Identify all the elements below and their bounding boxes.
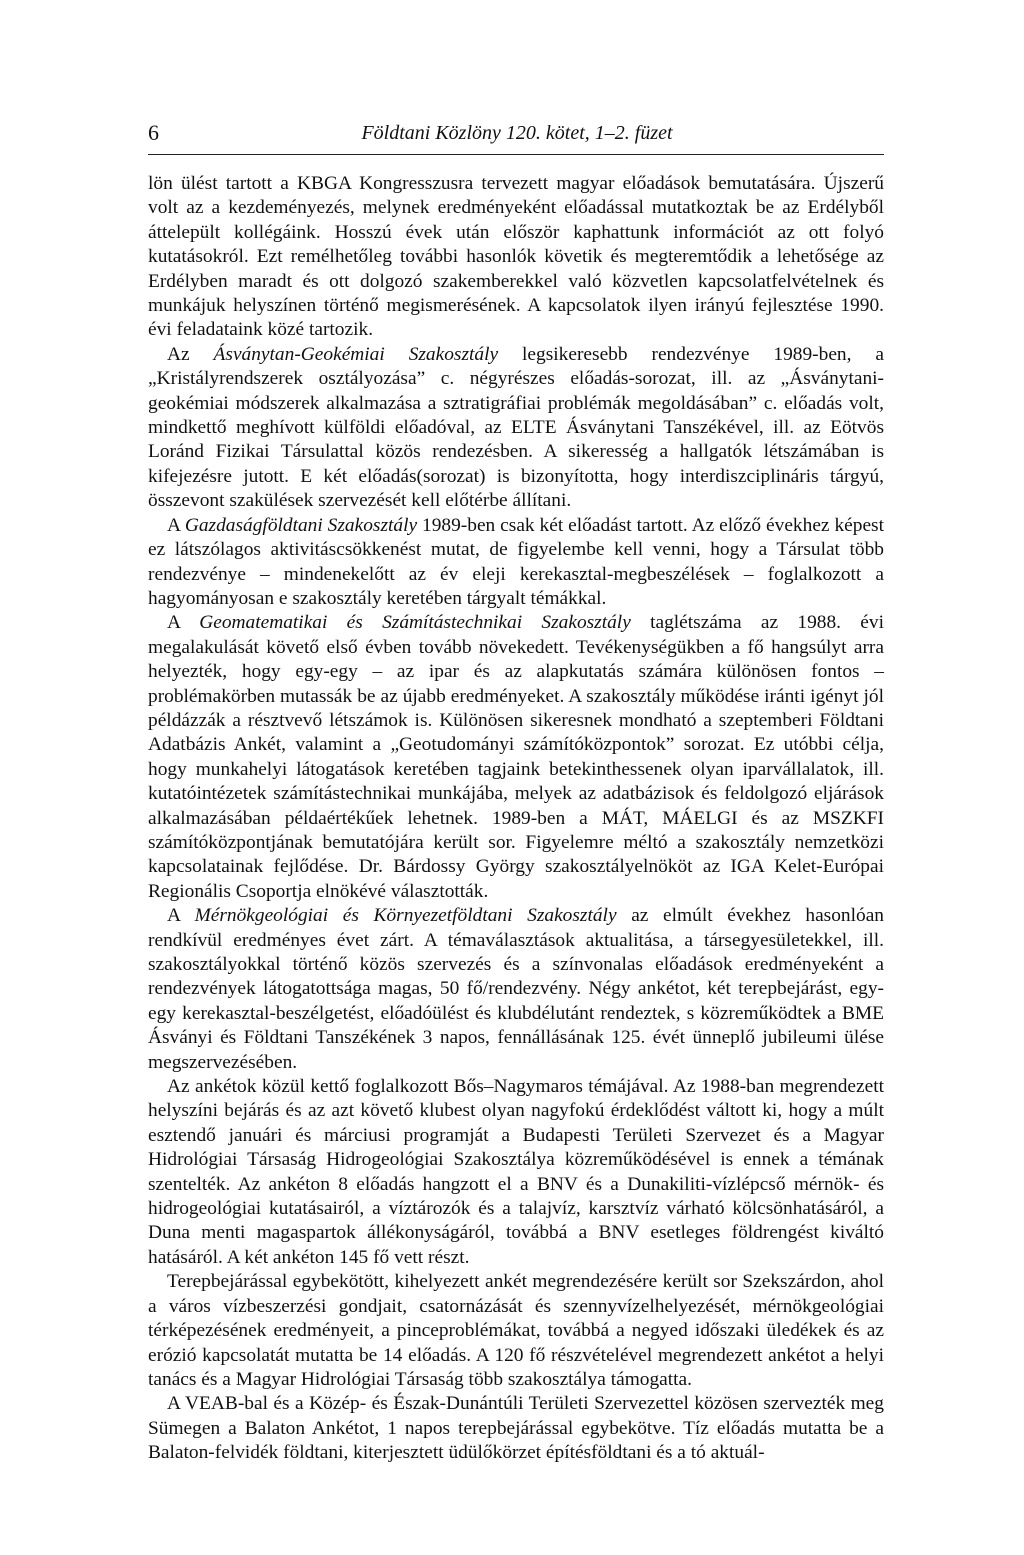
section-name: Geomatematikai és Számítástechnikai Szakosztály [199, 612, 631, 634]
paragraph [148, 904, 884, 1075]
paragraph-lead: A [167, 905, 195, 927]
paragraph-lead: A [167, 612, 200, 634]
paragraph-text: lön ülést tartott a KBGA Kongresszusra tervezett magyar előadások bemutatására. Újszerű volt az a kezdeményezés, melynek eredményeként előadással mutatkoztak be az Erdélyből áttelepült kollégáink. Hosszú évek után először kaphattunk információt az ott folyó kutatásokról. Ezt remélhetőleg további hasonlók követik és megteremtődik a lehetősége az Erdélyben maradt és ott dolgozó szakemberekkel való közvetlen kapcsolatfelvételnek és munkájuk helyszínen történő megismerésének. A kapcsolatok ilyen irányú fejlesztése 1990. évi feladataink közé tartozik. [148, 173, 884, 341]
paragraph-lead: A [167, 514, 185, 536]
paragraph [148, 611, 884, 904]
paragraph-text: az elmúlt évekhez hasonlóan rendkívül eredményes évet zárt. A témaválasztások aktualitása, a társegyesületekkel, ill. szakosztályokkal történő közös szervezés és a színvonalas előadások eredményeként a rendezvények látogatottsága magas, 50 fő/rendezvény. Négy ankétot, két terepbejárást, egy-egy kerekasztal-beszélgetést, előadóülést és klubdélutánt rendeztek, s közreműködtek a BME Ásványi és Földtani Tanszékének 3 napos, fennállásának 125. évét ünneplő jubileumi ülése megszervezésében. [148, 905, 885, 1073]
paragraph-lead: Az [167, 343, 214, 365]
paragraph [148, 343, 884, 514]
paragraph [148, 1270, 884, 1392]
paragraph-text: A VEAB-bal és a Közép- és Észak-Dunántúli Területi Szervezettel közösen szervezték meg Sümegen a Balaton Ankétot, 1 napos terepbejárással egybekötve. Tíz előadás mutatta be a Balaton-felvidék földtani, kiterjesztett üdülőkörzet építésföldtani és a tó aktuál- [148, 1393, 884, 1464]
article-body [148, 172, 884, 1466]
paragraph [148, 172, 884, 343]
paragraph [148, 1075, 884, 1270]
running-head [148, 119, 886, 155]
section-name: Ásványtan-Geokémiai Szakosztály [213, 343, 499, 365]
paragraph [148, 1392, 884, 1465]
section-name: Mérnökgeológiai és Környezetföldtani Szakosztály [194, 905, 617, 927]
paragraph-text: Terepbejárással egybekötött, kihelyezett ankét megrendezésére került sor Szekszárdon, ahol a város vízbeszerzési gondjait, csatornázását és szennyvízelhelyezését, mérnökgeológiai térképezésének eredményeit, a pinceproblémákat, továbbá a negyed időszaki üledékek és az erózió kapcsolatát mutatta be 14 előadás. A 120 fő részvételével megrendezett ankétot a helyi tanács és a Magyar Hidrológiai Társaság több szakosztálya támogatta. [148, 1271, 884, 1390]
header-rule [148, 154, 884, 155]
paragraph-text: Az ankétok közül kettő foglalkozott Bős–Nagymaros témájával. Az 1988-ban megrendezett helyszíni bejárás és az azt követő klubest olyan nagyfokú érdeklődést váltott ki, hogy a múlt esztendő januári és márciusi programját a Budapesti Területi Szervezet és a Magyar Hidrológiai Társaság Hidrogeológiai Szakosztálya közreműködésével is ennek a témának szentelték. Az ankéton 8 előadás hangzott el a BNV és a Dunakiliti-vízlépcső mérnök- és hidrogeológiai kutatásairól, a víztározók és a talajvíz, karsztvíz várható kölcsönhatásáról, a Duna menti magaspartok állékonyságáról, továbbá a BNV esetleges földrengést kiváltó hatásáról. A két ankéton 145 fő vett részt. [148, 1076, 884, 1268]
paragraph-text: taglétszáma az 1988. évi megalakulását követő első évben tovább növekedett. Tevékenységükben a fő hangsúlyt arra helyezték, hogy egy-egy – az ipar és az alapkutatás számára különösen fontos – problémakörben mutassák be az újabb eredményeket. A szakosztály működése iránti igényt jól példázzák a résztvevő létszámok is. Különösen sikeresnek mondható a szeptemberi Földtani Adatbázis Ankét, valamint a „Geotudományi számítóközpontok” sorozat. Ez utóbbi célja, hogy munkahelyi látogatások keretében tagjaink betekinthessenek olyan iparvállalatok, ill. kutatóintézetek számítástechnikai munkájába, melyek az adatbázisok és feldolgozó eljárások alkalmazásában példaértékűek lehetnek. 1989-ben a MÁT, MÁELGI és az MSZKFI számítóközpontjának bemutatójára került sor. Figyelemre méltó a szakosztály nemzetközi kapcsolatainak fejlődése. Dr. Bárdossy György szakosztályelnököt az IGA Kelet-Európai Regionális Csoportja elnökévé választották. [148, 612, 884, 902]
page-number: 6 [148, 120, 159, 145]
section-name: Gazdaságföldtani Szakosztály [184, 514, 418, 536]
paragraph [148, 514, 884, 612]
paragraph-text: legsikeresebb rendezvénye 1989-ben, a „Kristályrendszerek osztályozása” c. négyrészes előadás-sorozat, ill. az „Ásványtani-geokémiai módszerek alkalmazása a sztratigráfiai problémák megoldásában” c. előadás volt, mindkettő meghívott külföldi előadóval, az ELTE Ásványtani Tanszékével, ill. az Eötvös Loránd Fizikai Társulattal közös rendezésben. A sikeresség a hallgatók létszámában is kifejezésre jutott. E két előadás(sorozat) is bizonyította, hogy interdiszciplináris tárgyú, összevont szakülések szervezését kell előtérbe állítani. [148, 343, 884, 512]
journal-title: Földtani Közlöny 120. kötet, 1–2. füzet [361, 122, 673, 144]
paragraph-text: 1989-ben csak két előadást tartott. Az előző évekhez képest ez látszólagos aktivitáscsökkenést mutat, de figyelembe kell venni, hogy a Társulat több rendezvénye – mindenekelőtt az év eleji kerekasztal-megbeszélések – foglalkozott a hagyományosan e szakosztály keretében tárgyalt témákkal. [148, 514, 884, 609]
